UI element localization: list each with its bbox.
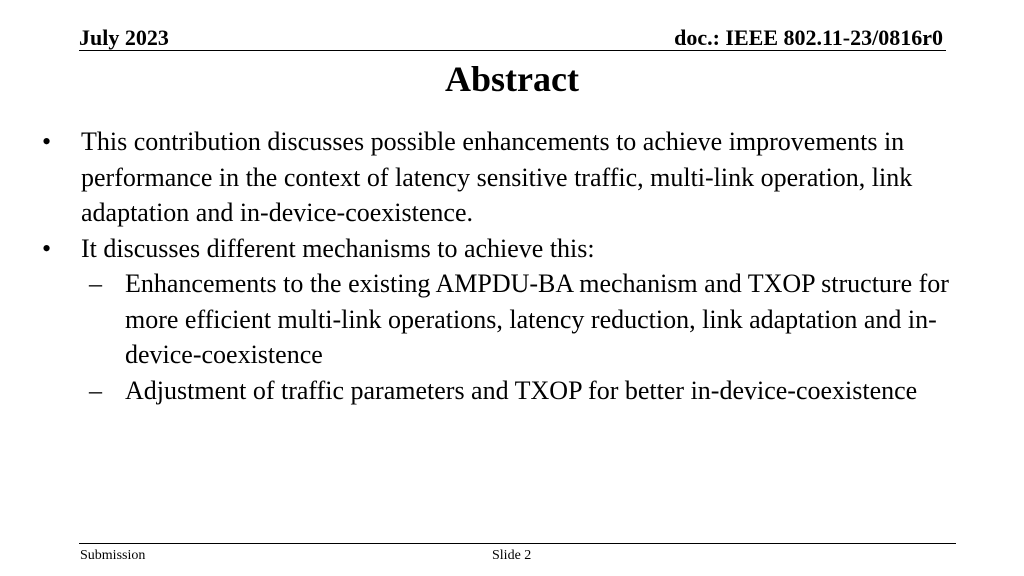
footer-divider	[79, 543, 956, 544]
slide-title: Abstract	[445, 59, 579, 99]
bullet-item	[0, 124, 1024, 231]
sub-bullet-item	[0, 373, 1024, 409]
sub-bullet-text: Adjustment of traffic parameters and TXOP for better in-device-coexistence	[125, 375, 918, 405]
slide-body	[0, 124, 1024, 408]
sub-bullet-marker: –	[89, 375, 102, 405]
bullet-marker: •	[42, 127, 52, 156]
footer-slide-number: Slide 2	[492, 548, 532, 563]
header-divider	[79, 50, 946, 51]
sub-bullet-text: Enhancements to the existing AMPDU-BA mechanism and TXOP structure for more efficient multi-link operations, latency reduction, link adaptation and in-device-coexistence	[125, 269, 949, 369]
bullet-text: This contribution discusses possible enhancements to achieve improvements in performance in the context of latency sensitive traffic, multi-link operation, link adaptation and in-device-coexistence.	[81, 127, 913, 227]
sub-bullet-item	[0, 266, 1024, 373]
header-date: July 2023	[79, 25, 169, 50]
footer-submission: Submission	[80, 548, 146, 563]
bullet-marker: •	[42, 233, 52, 263]
bullet-item	[0, 231, 1024, 267]
bullet-text: It discusses different mechanisms to achieve this:	[81, 233, 595, 263]
header-doc-id: doc.: IEEE 802.11-23/0816r0	[674, 25, 943, 50]
sub-bullet-marker: –	[89, 269, 102, 298]
